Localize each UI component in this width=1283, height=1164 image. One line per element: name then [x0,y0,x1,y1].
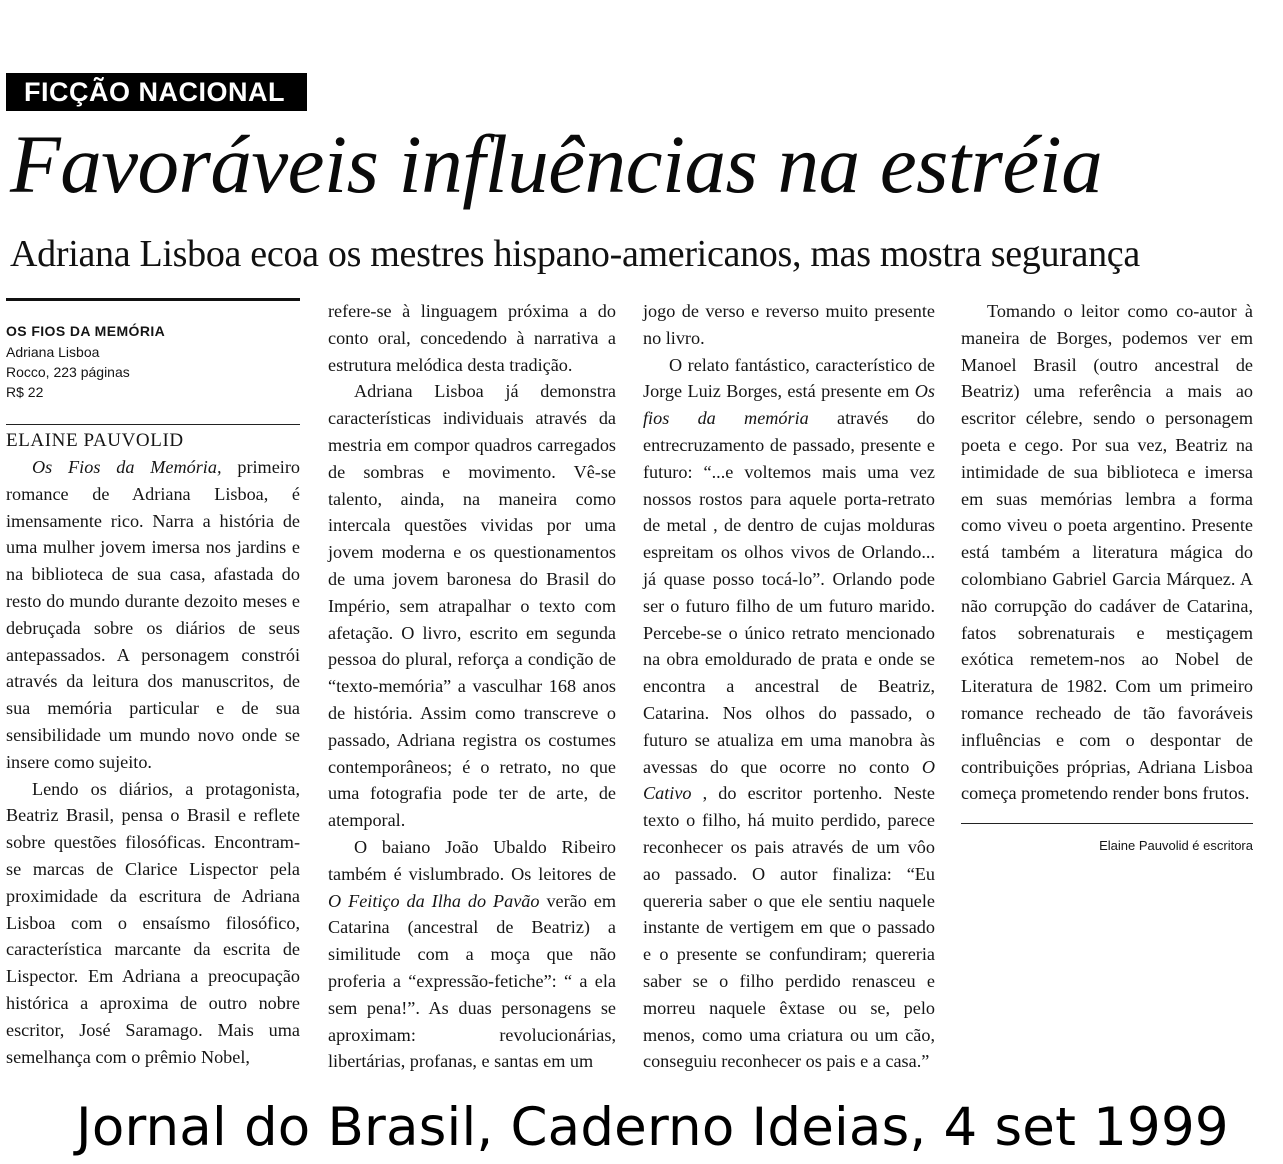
paragraph-2 [328,298,616,378]
paragraph-3 [328,378,616,834]
byline: ELAINE PAUVOLID [6,430,184,451]
book-info [6,321,300,402]
book-title-italic: Os Fios da Memória, [32,457,222,477]
text-run: refere-se à linguagem próxima a do conto oral, concedendo à narrativa a estrutura melódica desta tradição. [328,301,616,375]
book-publisher: Rocco, 223 páginas [6,364,130,380]
author-credit: Elaine Pauvolid é escritora [1099,838,1253,854]
section-label: FICÇÃO NACIONAL [6,73,307,111]
article-column-2 [328,298,616,1075]
text-run: Tomando o leitor como co-autor à maneira de Borges, podemos ver em Manoel Brasil (outro ancestral de Beatriz) uma referência a mais ao escritor célebre, sendo o personagem poeta e cego. Por sua vez, Beatriz na intimidade de sua biblioteca e imersa em suas memórias lembra a forma como viveu o poeta argentino. Presente está também a literatura mágica do colombiano Gabriel Garcia Márquez. A não corrupção do cadáver de Catarina, fatos sobrenaturais e mestiçagem exótica remetem-nos ao Nobel de Literatura de 1982. Com um primeiro romance recheado de tão favoráveis influências e com o despontar de contribuições próprias, Adriana Lisboa começa prometendo render bons frutos. [961,301,1253,804]
italic-title: O Feitiço da Ilha do Pavão [328,890,540,911]
text-run: verão em Catarina (ancestral de Beatriz) a similitude com a moça que não proferia a “expressão-fetiche”: “ a ela sem pena!”. As duas personagens se aproximam: revolucionárias, libertárias, profanas, e santas em um [328,890,616,1072]
italic-title: O Cativo [643,756,935,804]
paragraph-1 [6,454,300,776]
paragraph-6 [961,298,1253,807]
text-run: Adriana Lisboa já demonstra características individuais através da mestria em compor quadros carregados de sombras e movimento. Vê-se talento, ainda, na maneira como intercala questões vividas por uma jovem moderna e os questionamentos de uma jovem baronesa do Brasil do Império, sem atrapalhar o texto com afetação. O livro, escrito em segunda pessoa do plural, reforça a condição de “texto-memória” a vasculhar 168 anos de história. Assim como transcreve o passado, Adriana registra os costumes contemporâneos; é o retrato, no que uma fotografia pode ter de arte, de atemporal. [328,381,616,831]
italic-title: Os fios da memória [643,381,935,429]
paragraph-5 [643,352,935,1076]
paragraph-1-text: primeiro romance de Adriana Lisboa, é imensamente rico. Narra a história de uma mulher jovem imersa nos jardins e na biblioteca de sua casa, afastada do resto do mundo durante dezoito meses e debruçada sobre os diários de seus antepassados. A personagem constrói através da leitura dos manuscritos, de sua memória particular e de sua sensibilidade um mundo novo onde se insere como sujeito. [6,457,300,772]
paragraph-4 [643,298,935,352]
credit-rule [961,823,1253,824]
text-run: , do escritor portenho. Neste texto o filho, há muito perdido, parece reconhecer os pais através de um vôo ao passado. O autor finaliza: “Eu quereria saber o que ele sentiu naquele instante de vertigem em que o passado e o presente se confundiram; quereria saber se o filho perdido renasceu e morreu naquele êxtase ou se, pelo menos, como uma criatura ou um cão, conseguiu reconhecer os pais e a casa.” [643,783,935,1072]
text-run: jogo de verso e reverso muito presente no livro. [643,301,935,348]
paragraph-4 [328,834,616,1075]
article-column-4 [961,298,1253,854]
book-title: OS FIOS DA MEMÓRIA [6,323,166,339]
article-subheadline: Adriana Lisboa ecoa os mestres hispano-americanos, mas mostra segurança [10,233,1140,275]
article-column-1 [6,298,300,1070]
text-run: O baiano João Ubaldo Ribeiro também é vislumbrado. Os leitores de [328,836,616,884]
text-run: através do entrecruzamento de passado, presente e futuro: “...e voltemos mais uma vez nossos rostos para aquele porta-retrato de metal , de dentro de cujas molduras espreitam os olhos vivos de Orlando... já quase posso tocá-lo”. Orlando pode ser o futuro filho de um futuro marido. Percebe-se o único retrato mencionado na obra emoldurado de prata e onde se encontra a ancestral de Beatriz, Catarina. Nos olhos do passado, o futuro se atualiza em uma manobra às avessas do que ocorre no conto [643,408,935,777]
book-author: Adriana Lisboa [6,344,100,360]
book-info-rule [6,298,300,301]
article-headline: Favoráveis influências na estréia [10,118,1103,210]
book-price: R$ 22 [6,384,44,400]
author-credit-block [961,823,1253,854]
article-column-3 [643,298,935,1075]
text-run: O relato fantástico, característico de Jorge Luiz Borges, está presente em [643,354,935,402]
source-caption: Jornal do Brasil, Caderno Ideias, 4 set 1999 [76,1097,1229,1158]
paragraph-2: Lendo os diários, a protagonista, Beatriz Brasil, pensa o Brasil e reflete sobre questões filosóficas. Encontram-se marcas de Clarice Lispector pela proximidade da escritura de Adriana Lisboa com o ensaísmo filosófico, característica marcante da escrita de Lispector. Em Adriana a preocupação histórica a aproxima de outro nobre escritor, José Saramago. Mais uma semelhança com o prêmio Nobel, [6,778,300,1067]
